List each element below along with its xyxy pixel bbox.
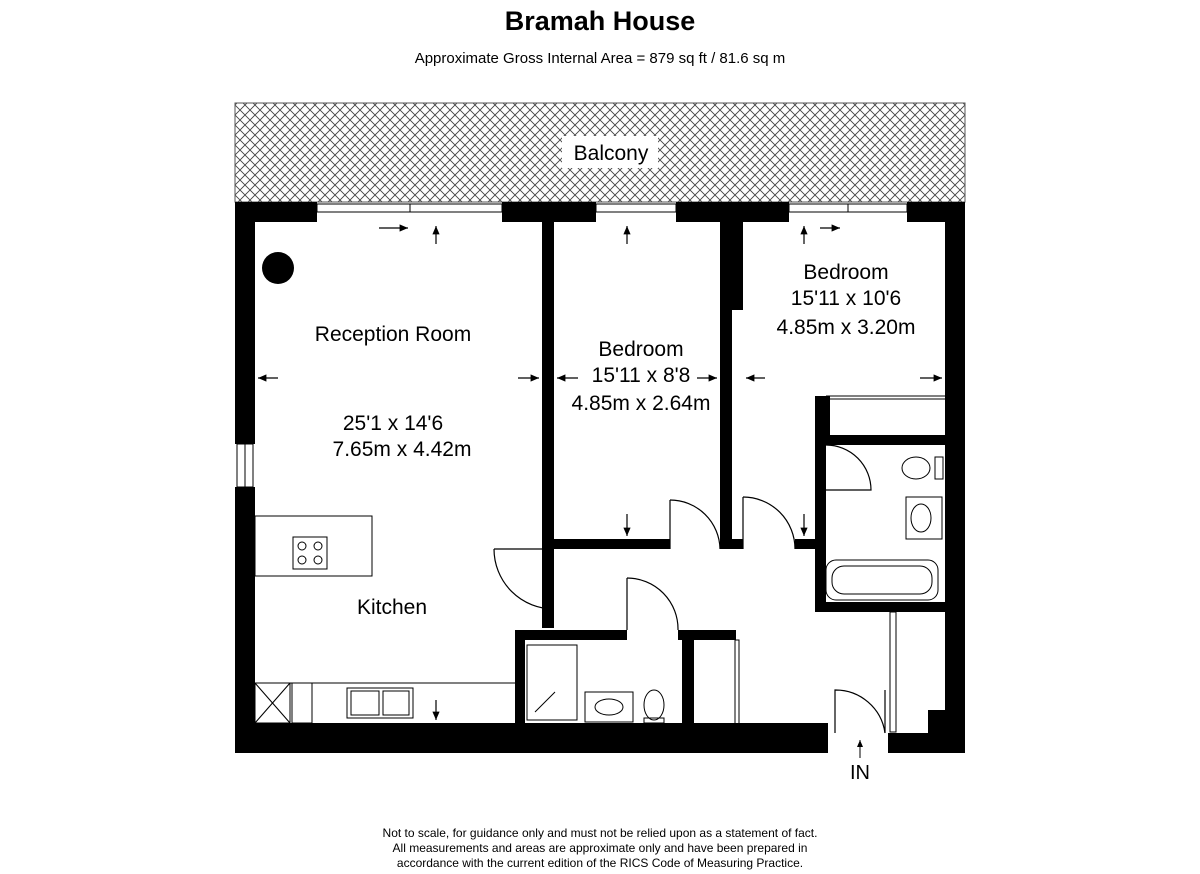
toilet-icon: [644, 690, 664, 720]
room-label-bedroom-right: [777, 261, 916, 339]
appliance-icon: [292, 683, 312, 723]
reception-imperial: 25'1 x 14'6: [342, 412, 444, 435]
ensuite-fixtures: [826, 457, 943, 600]
disclaimer: [0, 826, 1200, 871]
disclaimer-line: Not to scale, for guidance only and must not be relied upon as a statement of fact.: [382, 826, 818, 840]
reception-metric: 7.65m x 4.42m: [332, 438, 472, 461]
kitchen-counter: [255, 683, 515, 723]
plan-area-subtitle: Approximate Gross Internal Area = 879 sq ft / 81.6 sq m: [414, 50, 786, 67]
basin-icon: [585, 692, 633, 722]
balcony-label: Balcony: [573, 142, 649, 165]
hob-icon: [293, 537, 327, 569]
column-icon: [262, 252, 294, 284]
bedroom-middle-imperial: 15'11 x 8'8: [591, 364, 691, 387]
disclaimer-line: accordance with the current edition of the RICS Code of Measuring Practice.: [396, 856, 804, 870]
bedroom-middle-metric: 4.85m x 2.64m: [571, 392, 711, 415]
reception-name: Reception Room: [314, 323, 472, 346]
kitchen-island: [255, 516, 372, 576]
bedroom-right-metric: 4.85m x 3.20m: [776, 316, 916, 339]
shower-room-fixtures: [527, 645, 664, 723]
balcony: [235, 103, 965, 202]
partitions: [735, 396, 945, 732]
bedroom-middle-name: Bedroom: [598, 338, 684, 361]
disclaimer-line: All measurements and areas are approximate only and have been prepared in: [392, 841, 808, 855]
room-label-reception: [315, 323, 472, 461]
toilet-icon: [902, 457, 930, 479]
plan-title: Bramah House: [504, 6, 696, 36]
bedroom-right-name: Bedroom: [803, 261, 889, 284]
bedroom-right-imperial: 15'11 x 10'6: [790, 287, 902, 310]
room-label-bedroom-middle: [572, 338, 711, 415]
entrance-label: IN: [850, 762, 870, 784]
outer-walls: [235, 202, 965, 753]
shower-tray-icon: [527, 645, 577, 720]
kitchen-name: Kitchen: [356, 596, 428, 619]
sink-icon: [347, 688, 413, 718]
